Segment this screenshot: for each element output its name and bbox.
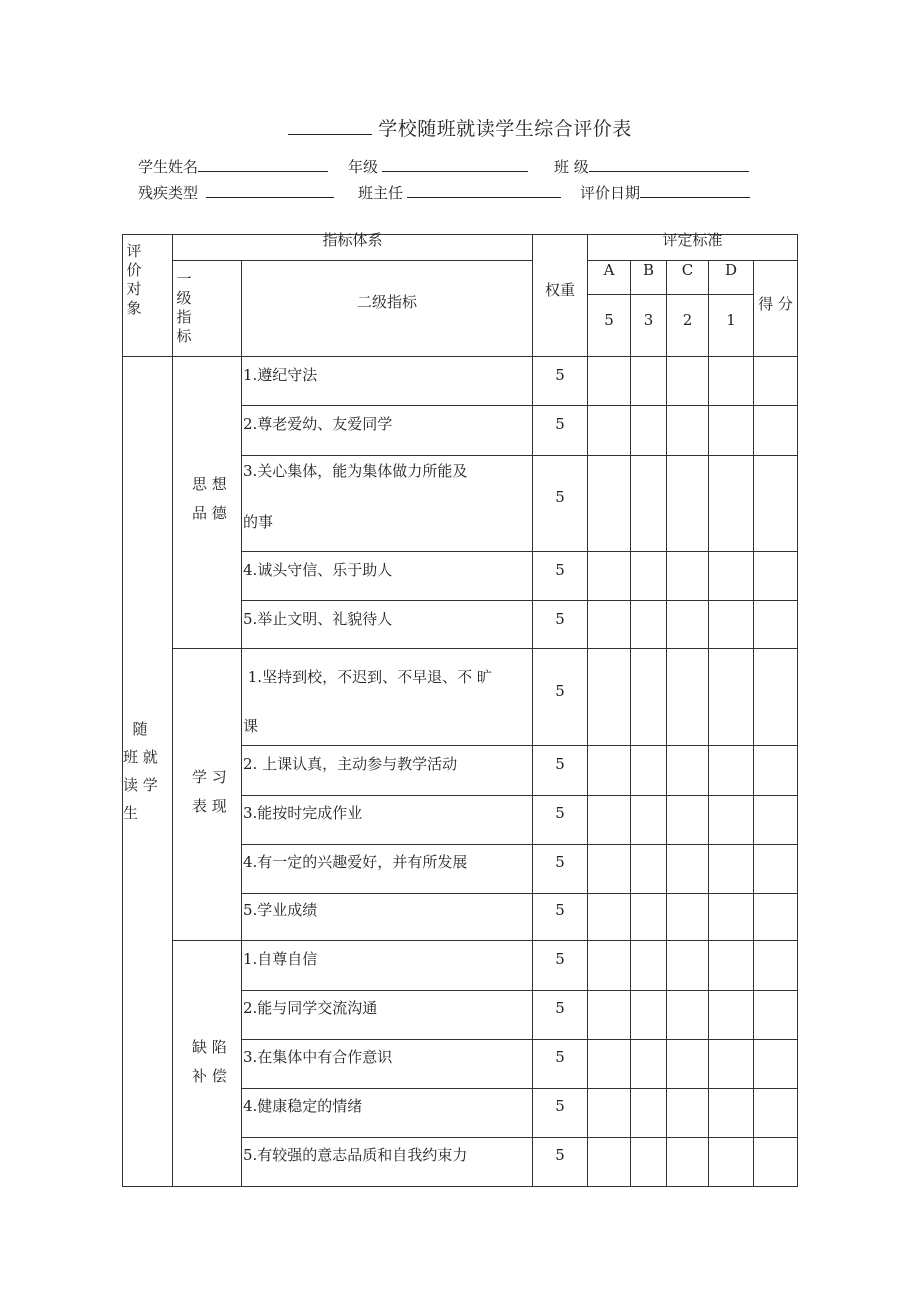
student-name-field[interactable]: 学生姓名: [138, 156, 328, 177]
item-weight: 5: [555, 415, 565, 433]
header-score: 得 分: [758, 295, 793, 313]
group-3-label-line2: 补 偿: [192, 1067, 227, 1085]
header-level2: 二级指标: [356, 293, 417, 311]
header-target: 评价对象: [126, 242, 142, 317]
item-weight: 5: [555, 1146, 565, 1164]
grade-b-letter: B: [642, 261, 655, 279]
item-weight: 5: [555, 901, 565, 919]
grade-b-score: 3: [643, 311, 654, 329]
group-1-label-line1: 思 想: [192, 475, 227, 493]
item-weight: 5: [555, 1097, 565, 1115]
item-weight: 5: [555, 488, 565, 506]
item-text: 2. 上课认真，主动参与教学活动: [243, 755, 458, 773]
item-weight: 5: [555, 682, 565, 700]
item-weight: 5: [555, 853, 565, 871]
group-2-label-line2: 表 现: [192, 797, 227, 815]
header-level1: 一级指标: [176, 270, 192, 345]
header-weight: 权重: [544, 281, 575, 299]
item-weight: 5: [555, 561, 565, 579]
group-1-label-line2: 品 德: [192, 504, 227, 522]
grade-field[interactable]: 年级: [348, 156, 528, 177]
class-field[interactable]: 班 级: [554, 156, 749, 177]
item-weight: 5: [555, 1048, 565, 1066]
item-weight: 5: [555, 755, 565, 773]
item-weight: 5: [555, 804, 565, 822]
item-text: 1.遵纪守法: [243, 366, 318, 384]
item-text: 4.诚头守信、乐于助人: [243, 561, 393, 579]
disability-type-field[interactable]: 残疾类型: [138, 182, 334, 203]
grade-a-letter: A: [603, 261, 615, 279]
head-teacher-field[interactable]: 班主任: [358, 182, 561, 203]
item-text: 3.关心集体，能为集体做力所能及: [243, 462, 468, 480]
grade-d-letter: D: [724, 261, 738, 279]
item-text: 4.有一定的兴趣爱好，并有所发展: [243, 853, 468, 871]
item-text: 5.学业成绩: [243, 901, 318, 919]
item-weight: 5: [555, 999, 565, 1017]
grade-c-score: 2: [682, 311, 693, 329]
grade-a-score: 5: [604, 311, 614, 329]
target-value: 随 班 就 读 学 生: [123, 720, 158, 822]
group-3-label-line1: 缺 陷: [192, 1038, 227, 1056]
item-text-cont: 的事: [243, 513, 274, 531]
form-title-text: 学校随班就读学生综合评价表: [378, 118, 632, 140]
item-text: 2.尊老爱幼、友爱同学: [243, 415, 393, 433]
item-text: 1.自尊自信: [243, 950, 318, 968]
item-weight: 5: [555, 366, 565, 384]
item-text-cont: 课: [243, 717, 259, 735]
item-weight: 5: [555, 610, 565, 628]
item-weight: 5: [555, 950, 565, 968]
item-text: 2.能与同学交流沟通: [243, 999, 378, 1017]
header-system: 指标体系: [322, 231, 383, 249]
item-text: 5.举止文明、礼貌待人: [243, 610, 393, 628]
evaluation-date-field[interactable]: 评价日期: [580, 182, 750, 203]
item-text: 3.在集体中有合作意识: [243, 1048, 393, 1066]
item-text: 1.坚持到校，不迟到、不早退、不 旷: [243, 668, 492, 686]
item-text: 3.能按时完成作业: [243, 804, 363, 822]
group-2-label-line1: 学 习: [192, 768, 227, 786]
grade-c-letter: C: [681, 261, 694, 279]
grade-d-score: 1: [726, 311, 736, 329]
item-text: 4.健康稳定的情绪: [243, 1097, 363, 1115]
header-standard: 评定标准: [662, 231, 723, 249]
item-text: 5.有较强的意志品质和自我约束力: [243, 1146, 468, 1164]
